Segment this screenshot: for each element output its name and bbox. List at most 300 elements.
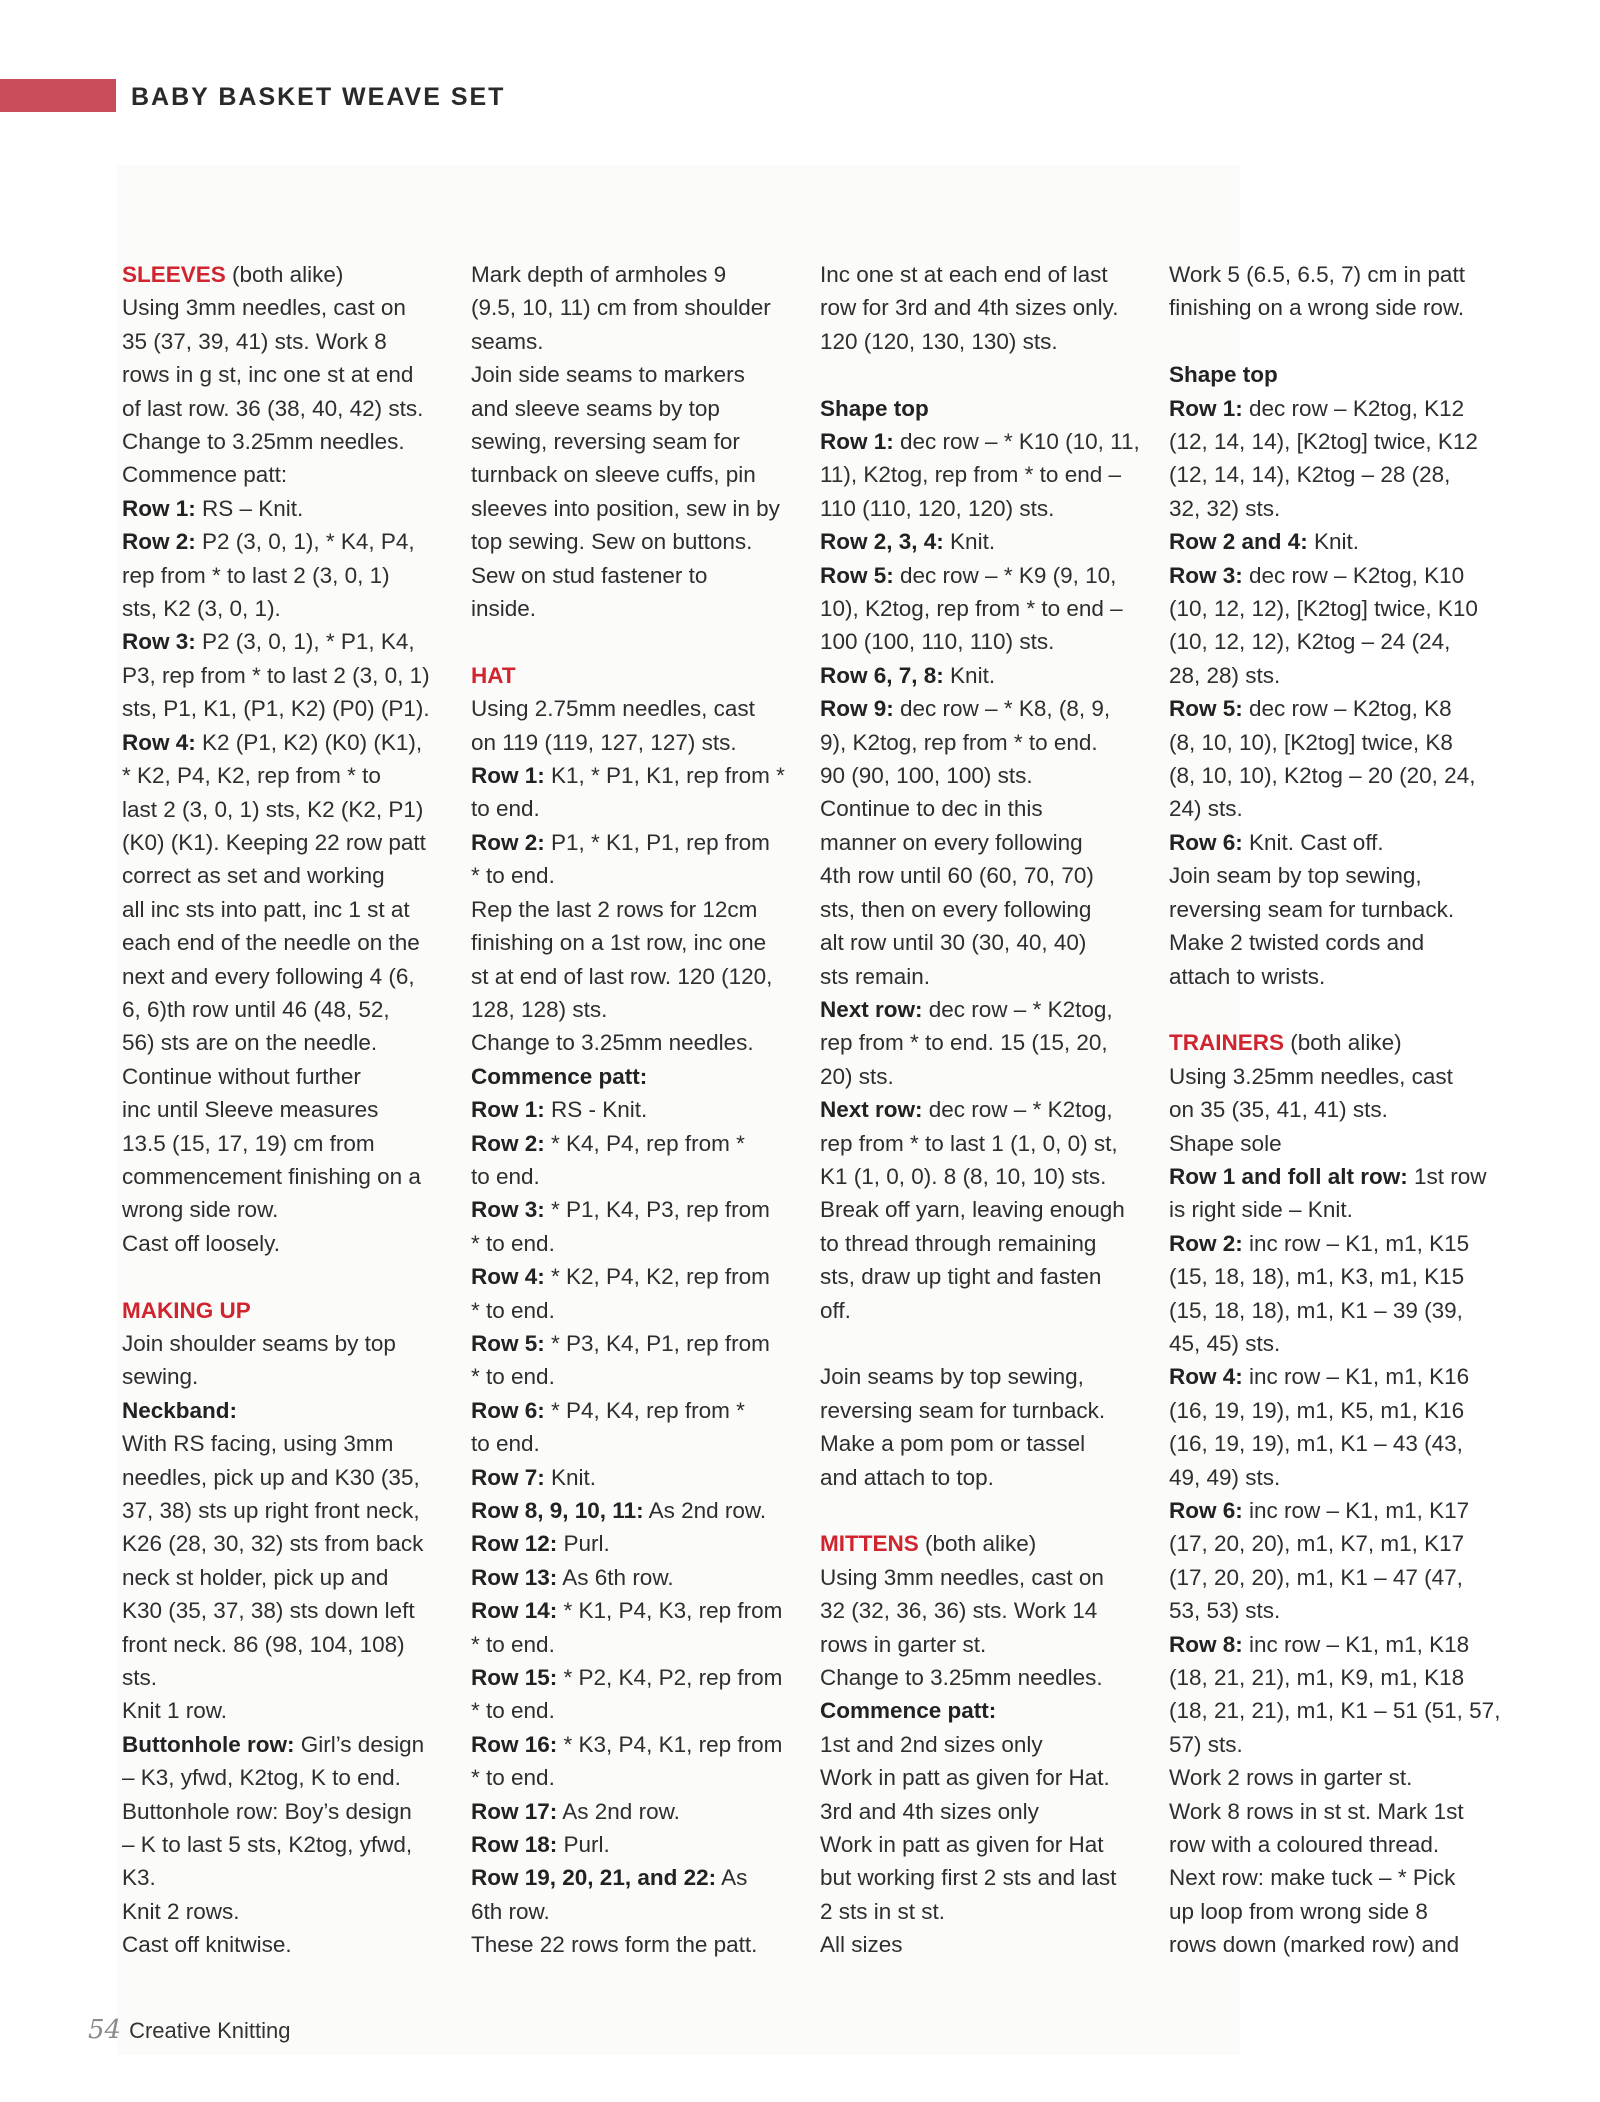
text-line: Using 3mm needles, cast on <box>820 1564 1104 1590</box>
text-line: (K0) (K1). Keeping 22 row patt <box>122 829 426 855</box>
text-line: to end. <box>471 1431 540 1457</box>
text-line: Mark depth of armholes 9 <box>471 262 727 287</box>
instruction-label: Row 6: <box>471 1397 545 1423</box>
instruction-label: Shape top <box>1169 362 1278 388</box>
instruction-label: Row 6: <box>1169 1498 1243 1523</box>
text-line: K3. <box>122 1865 156 1891</box>
instruction-text: inc row – K1, m1, K16 <box>1242 1364 1470 1390</box>
text-line: to thread through remaining <box>820 1230 1097 1256</box>
section-heading-line <box>122 1294 462 1327</box>
text-line: up loop from wrong side 8 <box>1169 1898 1428 1924</box>
instruction-text: dec row – * K2tog, <box>922 996 1113 1022</box>
instruction-label: Row 4: <box>471 1264 545 1290</box>
instruction-text: As 2nd row. <box>557 1798 680 1824</box>
instruction-label: Row 18: <box>471 1832 558 1858</box>
text-line: 20) sts. <box>820 1063 894 1089</box>
section-heading-line <box>471 659 811 692</box>
instruction-label: Row 8, 9, 10, 11: <box>471 1498 644 1524</box>
text-line: * to end. <box>471 1364 555 1390</box>
spacer <box>820 1494 1165 1527</box>
text-line: reversing seam for turnback. <box>820 1397 1106 1423</box>
text-line: * to end. <box>471 863 555 889</box>
section-heading-line <box>820 1527 1165 1560</box>
text-line: P3, rep from * to last 2 (3, 0, 1) <box>122 662 430 688</box>
text-line: 2 sts in st st. <box>820 1898 946 1924</box>
text-line: to end. <box>471 1163 540 1189</box>
instruction-label: Row 6, 7, 8: <box>820 662 944 688</box>
text-line: Join seams by top sewing, <box>820 1364 1084 1390</box>
instruction-text: As 2nd row. <box>643 1498 767 1524</box>
text-line: attach to wrists. <box>1169 963 1326 989</box>
instruction-text: As 6th row. <box>557 1564 674 1590</box>
publication-name: Creative Knitting <box>129 2018 291 2043</box>
instruction-text: P2 (3, 0, 1), * P1, K4, <box>195 629 415 655</box>
text-line: rows in g st, inc one st at end <box>122 362 414 388</box>
text-line: rep from * to last 1 (1, 0, 0) st, <box>820 1130 1118 1156</box>
labeled-line <box>1169 392 1509 425</box>
text-line: (18, 21, 21), m1, K9, m1, K18 <box>1169 1665 1465 1691</box>
instruction-label: Neckband: <box>122 1397 238 1423</box>
instruction-label: Row 17: <box>471 1798 558 1824</box>
labeled-line <box>1169 692 1509 725</box>
text-line: K30 (35, 37, 38) sts down left <box>122 1598 415 1624</box>
text-line: Change to 3.25mm needles. <box>471 1030 754 1056</box>
text-line: all inc sts into patt, inc 1 st at <box>122 896 410 922</box>
text-line: wrong side row. <box>122 1197 279 1223</box>
text-line: sts, K2 (3, 0, 1). <box>122 596 281 622</box>
text-line: (16, 19, 19), m1, K5, m1, K16 <box>1169 1397 1465 1423</box>
instruction-text: * K4, P4, rep from * <box>544 1130 745 1156</box>
text-line: rep from * to last 2 (3, 0, 1) <box>122 562 390 588</box>
text-line: 6, 6)th row until 46 (48, 52, <box>122 996 390 1022</box>
text-line: 57) sts. <box>1169 1731 1243 1757</box>
instruction-text: inc row – K1, m1, K18 <box>1242 1631 1470 1657</box>
text-line: Change to 3.25mm needles. <box>122 429 405 455</box>
instruction-label: Row 12: <box>471 1531 558 1557</box>
labeled-line <box>471 1561 811 1594</box>
section-heading-line <box>122 258 462 291</box>
instruction-label: Row 2: <box>122 529 196 555</box>
section-heading: TRAINERS <box>1169 1030 1285 1056</box>
text-line: commencement finishing on a <box>122 1163 421 1189</box>
labeled-line <box>820 993 1165 1026</box>
text-line: (9.5, 10, 11) cm from shoulder <box>471 295 771 321</box>
text-line: Using 2.75mm needles, cast <box>471 696 755 722</box>
text-line: With RS facing, using 3mm <box>122 1431 394 1457</box>
instruction-text: dec row – * K10 (10, 11, <box>893 429 1140 455</box>
instruction-label: Row 2: <box>471 1130 545 1156</box>
text-line: (18, 21, 21), m1, K1 – 51 (51, 57, <box>1169 1698 1501 1724</box>
text-line: 1st and 2nd sizes only <box>820 1731 1043 1757</box>
text-line: 56) sts are on the needle. <box>122 1030 378 1056</box>
text-line: 24) sts. <box>1169 796 1243 822</box>
instruction-text: * P3, K4, P1, rep from <box>544 1330 770 1356</box>
text-line: 110 (110, 120, 120) sts. <box>820 495 1055 521</box>
text-line: 53, 53) sts. <box>1169 1598 1281 1624</box>
labeled-line <box>471 1260 811 1293</box>
text-line: alt row until 30 (30, 40, 40) <box>820 930 1087 956</box>
labeled-line <box>820 659 1165 692</box>
instruction-label: Row 7: <box>471 1464 545 1490</box>
instruction-text: (both alike) <box>1284 1030 1402 1056</box>
text-line: Work in patt as given for Hat <box>820 1832 1104 1858</box>
instruction-text: RS – Knit. <box>195 495 304 521</box>
text-line: each end of the needle on the <box>122 930 420 956</box>
text-line: (8, 10, 10), K2tog – 20 (20, 24, <box>1169 763 1476 789</box>
text-line: (12, 14, 14), K2tog – 28 (28, <box>1169 462 1451 488</box>
instruction-text: inc row – K1, m1, K17 <box>1242 1498 1470 1523</box>
text-line: rows down (marked row) and <box>1169 1932 1460 1958</box>
text-line: rep from * to end. 15 (15, 20, <box>820 1030 1108 1056</box>
labeled-line <box>471 1795 811 1828</box>
page-title: BABY BASKET WEAVE SET <box>131 83 506 111</box>
instruction-label: Commence patt: <box>471 1063 648 1089</box>
instruction-text: Girl’s design <box>294 1731 425 1757</box>
instruction-text: * P2, K4, P2, rep from <box>557 1665 783 1691</box>
instruction-text: inc row – K1, m1, K15 <box>1242 1230 1470 1256</box>
instruction-label: Next row: <box>820 996 923 1022</box>
labeled-line <box>471 1327 811 1360</box>
text-line: K1 (1, 0, 0). 8 (8, 10, 10) sts. <box>820 1163 1107 1189</box>
labeled-line <box>122 525 462 558</box>
text-line: Change to 3.25mm needles. <box>820 1665 1103 1691</box>
page-footer <box>88 2015 291 2045</box>
labeled-line <box>1169 559 1509 592</box>
text-line: Shape sole <box>1169 1130 1282 1156</box>
text-line: Make 2 twisted cords and <box>1169 930 1425 956</box>
instruction-text: * K2, P4, K2, rep from <box>544 1264 770 1290</box>
text-line: 37, 38) sts up right front neck, <box>122 1498 420 1524</box>
text-line: sts, draw up tight and fasten <box>820 1264 1102 1290</box>
section-heading: HAT <box>471 662 516 688</box>
instruction-label: Row 1: <box>1169 395 1243 421</box>
labeled-line <box>122 726 462 759</box>
instruction-text: Knit. <box>1307 529 1360 555</box>
text-line: manner on every following <box>820 829 1083 855</box>
instruction-text: K1, * P1, K1, rep from * <box>544 763 785 789</box>
labeled-line <box>1169 358 1509 391</box>
labeled-line <box>820 692 1165 725</box>
text-line: sewing. <box>122 1364 199 1390</box>
text-line: of last row. 36 (38, 40, 42) sts. <box>122 395 424 421</box>
text-line: * to end. <box>471 1230 555 1256</box>
labeled-line <box>122 625 462 658</box>
text-line: – K to last 5 sts, K2tog, yfwd, <box>122 1832 413 1858</box>
text-line: Work 8 rows in st st. Mark 1st <box>1169 1798 1464 1824</box>
instruction-text: Knit. Cast off. <box>1242 829 1384 855</box>
instruction-label: Row 5: <box>471 1330 545 1356</box>
text-line: 90 (90, 100, 100) sts. <box>820 763 1033 789</box>
text-line: neck st holder, pick up and <box>122 1564 389 1590</box>
instruction-text: Purl. <box>557 1531 610 1557</box>
instruction-text: * K3, P4, K1, rep from <box>557 1731 783 1757</box>
instruction-text: (both alike) <box>918 1531 1037 1557</box>
text-line: (15, 18, 18), m1, K3, m1, K15 <box>1169 1264 1465 1290</box>
instruction-text: Knit. <box>943 662 996 688</box>
labeled-line <box>820 425 1165 458</box>
text-line: sleeves into position, sew in by <box>471 495 780 521</box>
text-line: and sleeve seams by top <box>471 395 720 421</box>
text-line: * to end. <box>471 1765 555 1791</box>
text-line: seams. <box>471 328 544 354</box>
text-line: Sew on stud fastener to <box>471 562 708 588</box>
text-line: Work 5 (6.5, 6.5, 7) cm in patt <box>1169 262 1465 287</box>
instruction-text: dec row – K2tog, K8 <box>1242 696 1452 722</box>
text-line: 45, 45) sts. <box>1169 1330 1281 1356</box>
text-line: All sizes <box>820 1932 903 1958</box>
text-line: (17, 20, 20), m1, K1 – 47 (47, <box>1169 1564 1463 1590</box>
instruction-text: Knit. <box>943 529 996 555</box>
labeled-line <box>471 826 811 859</box>
spacer <box>471 625 811 658</box>
text-line: front neck. 86 (98, 104, 108) <box>122 1631 405 1657</box>
text-line: 4th row until 60 (60, 70, 70) <box>820 863 1094 889</box>
instruction-text: 1st row <box>1407 1163 1487 1189</box>
text-line: next and every following 4 (6, <box>122 963 415 989</box>
text-line: Continue without further <box>122 1063 361 1089</box>
labeled-line <box>1169 1494 1509 1527</box>
instruction-label: Row 4: <box>122 729 196 755</box>
text-line: These 22 rows form the patt. <box>471 1932 758 1958</box>
text-line: Using 3mm needles, cast on <box>122 295 406 321</box>
text-line: needles, pick up and K30 (35, <box>122 1464 420 1490</box>
instruction-label: Row 16: <box>471 1731 558 1757</box>
text-line: 13.5 (15, 17, 19) cm from <box>122 1130 375 1156</box>
labeled-line <box>471 1461 811 1494</box>
text-line: sts. <box>122 1665 158 1691</box>
text-line: row with a coloured thread. <box>1169 1832 1440 1858</box>
text-line: (10, 12, 12), K2tog – 24 (24, <box>1169 629 1451 655</box>
text-line: Work 2 rows in garter st. <box>1169 1765 1413 1791</box>
instruction-text: * P1, K4, P3, rep from <box>544 1197 770 1223</box>
labeled-line <box>471 1828 811 1861</box>
text-line: 10), K2tog, rep from * to end – <box>820 596 1123 622</box>
labeled-line <box>471 1093 811 1126</box>
text-line: * to end. <box>471 1297 555 1323</box>
labeled-line <box>1169 826 1509 859</box>
instruction-label: Row 3: <box>1169 562 1243 588</box>
text-line: (10, 12, 12), [K2tog] twice, K10 <box>1169 596 1478 622</box>
text-column-4 <box>1169 258 1509 1962</box>
instruction-text: Purl. <box>557 1832 610 1858</box>
text-line: and attach to top. <box>820 1464 994 1490</box>
instruction-label: Row 5: <box>1169 696 1243 722</box>
text-line: sts, P1, K1, (P1, K2) (P0) (P1). <box>122 696 430 722</box>
section-heading-line <box>1169 1026 1509 1059</box>
text-line: Knit 2 rows. <box>122 1898 240 1924</box>
labeled-line <box>471 1127 811 1160</box>
text-line: turnback on sleeve cuffs, pin <box>471 462 756 488</box>
text-line: Join side seams to markers <box>471 362 745 388</box>
instruction-label: Next row: <box>820 1097 923 1123</box>
labeled-line <box>122 492 462 525</box>
labeled-line <box>471 1661 811 1694</box>
text-line: (15, 18, 18), m1, K1 – 39 (39, <box>1169 1297 1463 1323</box>
instruction-label: Row 1 and foll alt row: <box>1169 1163 1408 1189</box>
instruction-label: Row 1: <box>122 495 196 521</box>
text-line: finishing on a wrong side row. <box>1169 295 1465 321</box>
text-line: Rep the last 2 rows for 12cm <box>471 896 758 922</box>
instruction-label: Row 2, 3, 4: <box>820 529 944 555</box>
text-line: Using 3.25mm needles, cast <box>1169 1063 1453 1089</box>
text-line: sewing, reversing seam for <box>471 429 740 455</box>
instruction-label: Row 15: <box>471 1665 558 1691</box>
text-line: st at end of last row. 120 (120, <box>471 963 773 989</box>
text-line: Make a pom pom or tassel <box>820 1431 1086 1457</box>
instruction-label: Row 3: <box>471 1197 545 1223</box>
spacer <box>820 358 1165 391</box>
labeled-line <box>471 759 811 792</box>
text-line: row for 3rd and 4th sizes only. <box>820 295 1119 321</box>
text-line: Break off yarn, leaving enough <box>820 1197 1125 1223</box>
labeled-line <box>471 1861 811 1894</box>
text-line: on 119 (119, 127, 127) sts. <box>471 729 737 755</box>
text-line: K26 (28, 30, 32) sts from back <box>122 1531 424 1557</box>
page-number: 54 <box>88 2015 122 2045</box>
text-line: (12, 14, 14), [K2tog] twice, K12 <box>1169 429 1478 455</box>
text-line: 32 (32, 36, 36) sts. Work 14 <box>820 1598 1098 1624</box>
instruction-label: Commence patt: <box>820 1698 997 1724</box>
spacer <box>820 1327 1165 1360</box>
text-line: 3rd and 4th sizes only <box>820 1798 1039 1824</box>
labeled-line <box>122 1728 462 1761</box>
instruction-label: Row 4: <box>1169 1364 1243 1390</box>
instruction-label: Row 2: <box>471 829 545 855</box>
spacer <box>122 1260 462 1293</box>
text-line: Join seam by top sewing, <box>1169 863 1422 889</box>
instruction-text: dec row – * K8, (8, 9, <box>893 696 1111 722</box>
text-line: last 2 (3, 0, 1) sts, K2 (K2, P1) <box>122 796 424 822</box>
text-line: inside. <box>471 596 537 622</box>
instruction-label: Row 3: <box>122 629 196 655</box>
instruction-text: K2 (P1, K2) (K0) (K1), <box>195 729 423 755</box>
labeled-line <box>471 1394 811 1427</box>
text-line: * K2, P4, K2, rep from * to <box>122 763 381 789</box>
text-line: * to end. <box>471 1698 555 1724</box>
labeled-line <box>471 1060 811 1093</box>
text-line: 28, 28) sts. <box>1169 662 1281 688</box>
spacer <box>1169 325 1509 358</box>
instruction-label: Row 1: <box>471 1097 545 1123</box>
labeled-line <box>1169 1160 1509 1193</box>
labeled-line <box>471 1527 811 1560</box>
labeled-line <box>1169 525 1509 558</box>
text-column-3 <box>820 258 1165 1962</box>
labeled-line <box>820 559 1165 592</box>
instruction-label: Row 5: <box>820 562 894 588</box>
instruction-text: dec row – K2tog, K12 <box>1242 395 1465 421</box>
text-line: 35 (37, 39, 41) sts. Work 8 <box>122 328 387 354</box>
section-heading: MAKING UP <box>122 1297 251 1323</box>
text-line: 120 (120, 130, 130) sts. <box>820 328 1058 354</box>
text-line: 6th row. <box>471 1898 550 1924</box>
text-line: Next row: make tuck – * Pick <box>1169 1865 1456 1891</box>
instruction-label: Shape top <box>820 395 929 421</box>
instruction-text: RS - Knit. <box>544 1097 648 1123</box>
text-line: is right side – Knit. <box>1169 1197 1353 1223</box>
instruction-label: Buttonhole row: <box>122 1731 295 1757</box>
text-column-2 <box>471 258 811 1962</box>
text-line: inc until Sleeve measures <box>122 1097 379 1123</box>
instruction-text: dec row – K2tog, K10 <box>1242 562 1465 588</box>
spacer <box>1169 993 1509 1026</box>
labeled-line <box>820 525 1165 558</box>
labeled-line <box>820 392 1165 425</box>
instruction-text: As <box>716 1865 748 1891</box>
text-line: 128, 128) sts. <box>471 996 608 1022</box>
header-accent-bar <box>0 79 116 112</box>
text-line: (17, 20, 20), m1, K7, m1, K17 <box>1169 1531 1465 1557</box>
text-line: Inc one st at each end of last <box>820 262 1108 287</box>
instruction-label: Row 6: <box>1169 829 1243 855</box>
text-line: sts remain. <box>820 963 931 989</box>
text-line: Knit 1 row. <box>122 1698 228 1724</box>
labeled-line <box>820 1093 1165 1126</box>
labeled-line <box>1169 1360 1509 1393</box>
instruction-text: P1, * K1, P1, rep from <box>544 829 770 855</box>
text-line: on 35 (35, 41, 41) sts. <box>1169 1097 1388 1123</box>
text-line: Join shoulder seams by top <box>122 1330 396 1356</box>
labeled-line <box>820 1694 1165 1727</box>
section-heading: MITTENS <box>820 1531 919 1557</box>
text-line: correct as set and working <box>122 863 385 889</box>
instruction-label: Row 2: <box>1169 1230 1243 1256</box>
instruction-label: Row 13: <box>471 1564 558 1590</box>
text-line: rows in garter st. <box>820 1631 987 1657</box>
text-line: to end. <box>471 796 540 822</box>
text-line: 100 (100, 110, 110) sts. <box>820 629 1055 655</box>
text-line: – K3, yfwd, K2tog, K to end. <box>122 1765 401 1791</box>
text-line: 9), K2tog, rep from * to end. <box>820 729 1098 755</box>
text-line: sts, then on every following <box>820 896 1092 922</box>
instruction-text: dec row – * K9 (9, 10, <box>893 562 1117 588</box>
labeled-line <box>471 1594 811 1627</box>
instruction-label: Row 14: <box>471 1598 558 1624</box>
text-line: Buttonhole row: Boy’s design <box>122 1798 412 1824</box>
text-line: Cast off loosely. <box>122 1230 280 1256</box>
text-line: 32, 32) sts. <box>1169 495 1281 521</box>
instruction-text: Knit. <box>544 1464 597 1490</box>
text-line: but working first 2 sts and last <box>820 1865 1117 1891</box>
instruction-label: Row 2 and 4: <box>1169 529 1308 555</box>
labeled-line <box>471 1494 811 1527</box>
text-line: top sewing. Sew on buttons. <box>471 529 753 555</box>
text-line: Cast off knitwise. <box>122 1932 292 1958</box>
text-line: 49, 49) sts. <box>1169 1464 1281 1490</box>
text-line: Commence patt: <box>122 462 288 488</box>
text-column-1 <box>122 258 462 1962</box>
labeled-line <box>471 1728 811 1761</box>
instruction-text: * K1, P4, K3, rep from <box>557 1598 783 1624</box>
instruction-label: Row 9: <box>820 696 894 722</box>
text-line: finishing on a 1st row, inc one <box>471 930 767 956</box>
text-line: (8, 10, 10), [K2tog] twice, K8 <box>1169 729 1453 755</box>
labeled-line <box>1169 1628 1509 1661</box>
instruction-label: Row 8: <box>1169 1631 1243 1657</box>
labeled-line <box>122 1394 462 1427</box>
text-line: reversing seam for turnback. <box>1169 896 1455 922</box>
instruction-label: Row 1: <box>820 429 894 455</box>
instruction-text: dec row – * K2tog, <box>922 1097 1113 1123</box>
instruction-text: * P4, K4, rep from * <box>544 1397 745 1423</box>
text-line: Work in patt as given for Hat. <box>820 1765 1110 1791</box>
text-line: Continue to dec in this <box>820 796 1043 822</box>
instruction-text: P2 (3, 0, 1), * K4, P4, <box>195 529 415 555</box>
labeled-line <box>471 1193 811 1226</box>
instruction-label: Row 19, 20, 21, and 22: <box>471 1865 717 1891</box>
section-heading: SLEEVES <box>122 262 226 287</box>
labeled-line <box>1169 1227 1509 1260</box>
